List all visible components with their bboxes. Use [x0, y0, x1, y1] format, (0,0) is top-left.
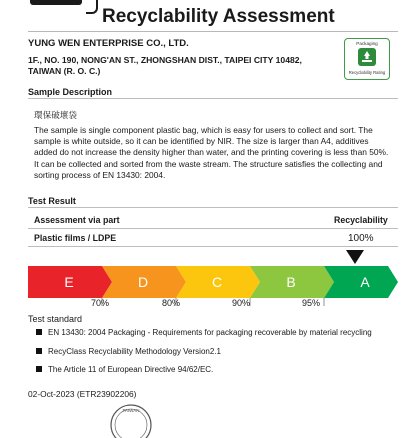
company-logo [0, 0, 98, 16]
grade-label: C [211, 274, 223, 290]
divider [28, 246, 398, 247]
grade-scale [28, 266, 398, 298]
threshold-label: 80% [162, 298, 181, 308]
grade-label: E [64, 274, 74, 290]
company-address-line1: 1F., NO. 190, NONG'AN ST., ZHONGSHAN DIST., TAIPEI CITY 10482, [28, 55, 302, 65]
result-part-value: Plastic films / LDPE [34, 233, 117, 243]
test-standard-heading: Test standard [28, 314, 83, 324]
sample-description-text: The sample is single component plastic bag, which is easy for users to collect and sort. The sample is white outside, so it can be identified by NIR. The size is larger than A4, additives added do not increase the density higher than water, and the printing covering is less than 50%. It can be collected and sorted from the waste stream. The structure satisfies the collecting and sorting process of EN 13430: 2004. [34, 125, 389, 180]
standard-item-text: EN 13430: 2004 Packaging - Requirements for packaging recoverable by material recycling [48, 328, 372, 337]
column-header-recyclability: Recyclability [334, 215, 388, 225]
report-date-reference: 02-Oct-2023 (ETR23902206) [28, 389, 137, 399]
badge-top-label: Packaging [356, 41, 378, 46]
threshold-label: 70% [91, 298, 110, 308]
standard-item-text: RecyClass Recyclability Methodology Version2.1 [48, 347, 221, 356]
recycle-icon [358, 48, 376, 66]
bullet-icon [36, 329, 42, 335]
test-result-heading: Test Result [28, 196, 76, 206]
threshold-label: 95% [302, 298, 321, 308]
sample-description-heading: Sample Description [28, 87, 113, 97]
threshold-label: 90% [232, 298, 251, 308]
recyclability-rating-badge [344, 38, 390, 80]
column-header-part: Assessment via part [34, 215, 120, 225]
grade-label: A [360, 274, 370, 290]
badge-bottom-label: Recyclability Rating [348, 70, 386, 75]
standard-item [36, 328, 372, 337]
threshold-ticks [28, 298, 398, 310]
rating-marker-icon [346, 250, 364, 264]
result-recyclability-value: 100% [348, 233, 374, 244]
company-name: YUNG WEN ENTERPRISE CO., LTD. [28, 38, 189, 49]
bullet-icon [36, 348, 42, 354]
divider [28, 207, 398, 208]
certification-seal [108, 402, 154, 438]
divider [28, 228, 398, 229]
sample-name: 環保破壞袋 [34, 111, 77, 121]
header-divider [28, 31, 398, 32]
company-address-line2: TAIWAN (R. O. C.) [28, 66, 101, 76]
standard-item [36, 347, 221, 356]
page-title: Recyclability Assessment [102, 6, 335, 27]
seal-text: TAIWAN [122, 408, 140, 413]
grade-label: D [137, 274, 149, 290]
standard-item [36, 365, 213, 374]
grade-label: B [286, 274, 296, 290]
bullet-icon [36, 366, 42, 372]
standard-item-text: The Article 11 of European Directive 94/62/EC. [48, 365, 214, 374]
divider [28, 98, 398, 99]
